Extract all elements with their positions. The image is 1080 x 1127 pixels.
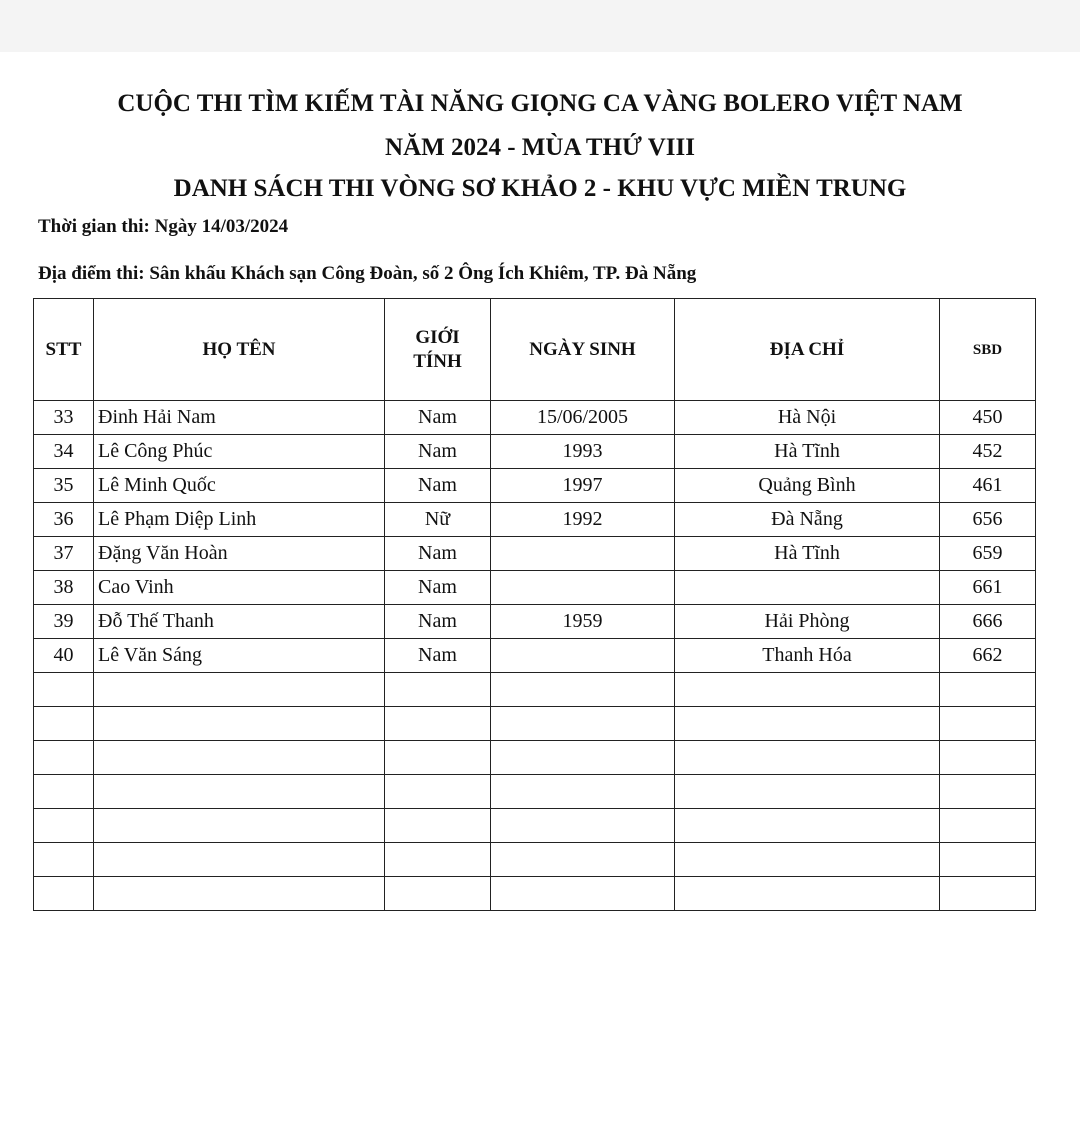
table-row (34, 639, 1036, 673)
cell-stt (34, 809, 94, 843)
cell-stt: 35 (34, 469, 94, 503)
cell-stt (34, 707, 94, 741)
cell-dob (491, 707, 675, 741)
cell-address (675, 673, 940, 707)
cell-gender (385, 809, 491, 843)
table-body (34, 401, 1036, 911)
cell-gender (385, 775, 491, 809)
header-stt: STT (34, 299, 94, 401)
cell-stt (34, 741, 94, 775)
cell-name (94, 707, 385, 741)
table-row (34, 775, 1036, 809)
cell-name: Đinh Hải Nam (94, 401, 385, 435)
contest-title: CUỘC THI TÌM KIẾM TÀI NĂNG GIỌNG CA VÀNG BOLERO VIỆT NAM (117, 90, 963, 117)
cell-dob (491, 537, 675, 571)
cell-name (94, 775, 385, 809)
table-row (34, 503, 1036, 537)
cell-name: Lê Phạm Diệp Linh (94, 503, 385, 537)
table-row (34, 673, 1036, 707)
table-row (34, 435, 1036, 469)
cell-dob (491, 741, 675, 775)
cell-stt (34, 775, 94, 809)
cell-address: Hà Tĩnh (675, 435, 940, 469)
cell-sbd (940, 775, 1036, 809)
cell-dob: 1997 (491, 469, 675, 503)
table-row (34, 843, 1036, 877)
cell-sbd: 659 (940, 537, 1036, 571)
cell-sbd: 450 (940, 401, 1036, 435)
cell-address: Đà Nẵng (675, 503, 940, 537)
cell-name (94, 877, 385, 911)
cell-address (675, 741, 940, 775)
table-row (34, 469, 1036, 503)
table-row (34, 707, 1036, 741)
cell-address: Hà Nội (675, 401, 940, 435)
cell-gender: Nữ (385, 503, 491, 537)
cell-sbd (940, 673, 1036, 707)
cell-address (675, 877, 940, 911)
table-row (34, 571, 1036, 605)
header-gender (385, 299, 491, 401)
cell-address (675, 775, 940, 809)
cell-name: Lê Minh Quốc (94, 469, 385, 503)
cell-gender: Nam (385, 571, 491, 605)
cell-gender (385, 843, 491, 877)
cell-sbd: 452 (940, 435, 1036, 469)
cell-dob (491, 571, 675, 605)
cell-name: Lê Văn Sáng (94, 639, 385, 673)
cell-gender (385, 673, 491, 707)
cell-dob: 15/06/2005 (491, 401, 675, 435)
header-address: ĐỊA CHỈ (675, 299, 940, 401)
cell-address: Hà Tĩnh (675, 537, 940, 571)
header-gender-line2: TÍNH (413, 350, 462, 372)
cell-name: Đỗ Thế Thanh (94, 605, 385, 639)
cell-sbd: 666 (940, 605, 1036, 639)
header-gender-line1: GIỚI (415, 326, 460, 348)
cell-gender (385, 741, 491, 775)
cell-sbd: 661 (940, 571, 1036, 605)
cell-address (675, 809, 940, 843)
table-row (34, 537, 1036, 571)
cell-name (94, 673, 385, 707)
cell-stt: 33 (34, 401, 94, 435)
cell-dob: 1992 (491, 503, 675, 537)
cell-stt: 39 (34, 605, 94, 639)
cell-address: Hải Phòng (675, 605, 940, 639)
cell-dob (491, 877, 675, 911)
cell-sbd (940, 741, 1036, 775)
cell-address: Thanh Hóa (675, 639, 940, 673)
header-dob: NGÀY SINH (491, 299, 675, 401)
cell-sbd (940, 809, 1036, 843)
cell-address (675, 571, 940, 605)
cell-dob (491, 775, 675, 809)
cell-stt: 36 (34, 503, 94, 537)
cell-dob (491, 673, 675, 707)
cell-stt: 37 (34, 537, 94, 571)
table-header-row (34, 299, 1036, 401)
cell-name: Cao Vinh (94, 571, 385, 605)
top-band (0, 0, 1080, 52)
header-name: HỌ TÊN (94, 299, 385, 401)
cell-stt: 34 (34, 435, 94, 469)
cell-sbd: 656 (940, 503, 1036, 537)
exam-date: Thời gian thi: Ngày 14/03/2024 (38, 216, 289, 237)
cell-gender: Nam (385, 537, 491, 571)
cell-sbd (940, 707, 1036, 741)
cell-sbd: 461 (940, 469, 1036, 503)
candidate-table (33, 298, 1036, 911)
table-row (34, 809, 1036, 843)
cell-dob (491, 843, 675, 877)
cell-sbd: 662 (940, 639, 1036, 673)
cell-gender: Nam (385, 639, 491, 673)
cell-gender: Nam (385, 605, 491, 639)
cell-name (94, 809, 385, 843)
table-row (34, 605, 1036, 639)
cell-name: Lê Công Phúc (94, 435, 385, 469)
cell-dob (491, 809, 675, 843)
cell-stt (34, 843, 94, 877)
cell-gender: Nam (385, 469, 491, 503)
exam-place: Địa điểm thi: Sân khấu Khách sạn Công Đoàn, số 2 Ông Ích Khiêm, TP. Đà Nẵng (38, 263, 697, 284)
cell-address (675, 707, 940, 741)
cell-name: Đặng Văn Hoàn (94, 537, 385, 571)
header-sbd: SBD (940, 299, 1036, 401)
cell-stt: 40 (34, 639, 94, 673)
cell-stt (34, 673, 94, 707)
cell-gender (385, 707, 491, 741)
cell-gender: Nam (385, 401, 491, 435)
cell-name (94, 741, 385, 775)
cell-gender (385, 877, 491, 911)
cell-name (94, 843, 385, 877)
cell-dob (491, 639, 675, 673)
cell-dob: 1959 (491, 605, 675, 639)
list-title: DANH SÁCH THI VÒNG SƠ KHẢO 2 - KHU VỰC MIỀN TRUNG (173, 175, 907, 202)
table-row (34, 401, 1036, 435)
cell-stt (34, 877, 94, 911)
cell-stt: 38 (34, 571, 94, 605)
cell-sbd (940, 877, 1036, 911)
table-row (34, 741, 1036, 775)
table-row (34, 877, 1036, 911)
cell-sbd (940, 843, 1036, 877)
cell-dob: 1993 (491, 435, 675, 469)
cell-gender: Nam (385, 435, 491, 469)
season-title: NĂM 2024 - MÙA THỨ VIII (385, 134, 695, 161)
cell-address (675, 843, 940, 877)
cell-address: Quảng Bình (675, 469, 940, 503)
